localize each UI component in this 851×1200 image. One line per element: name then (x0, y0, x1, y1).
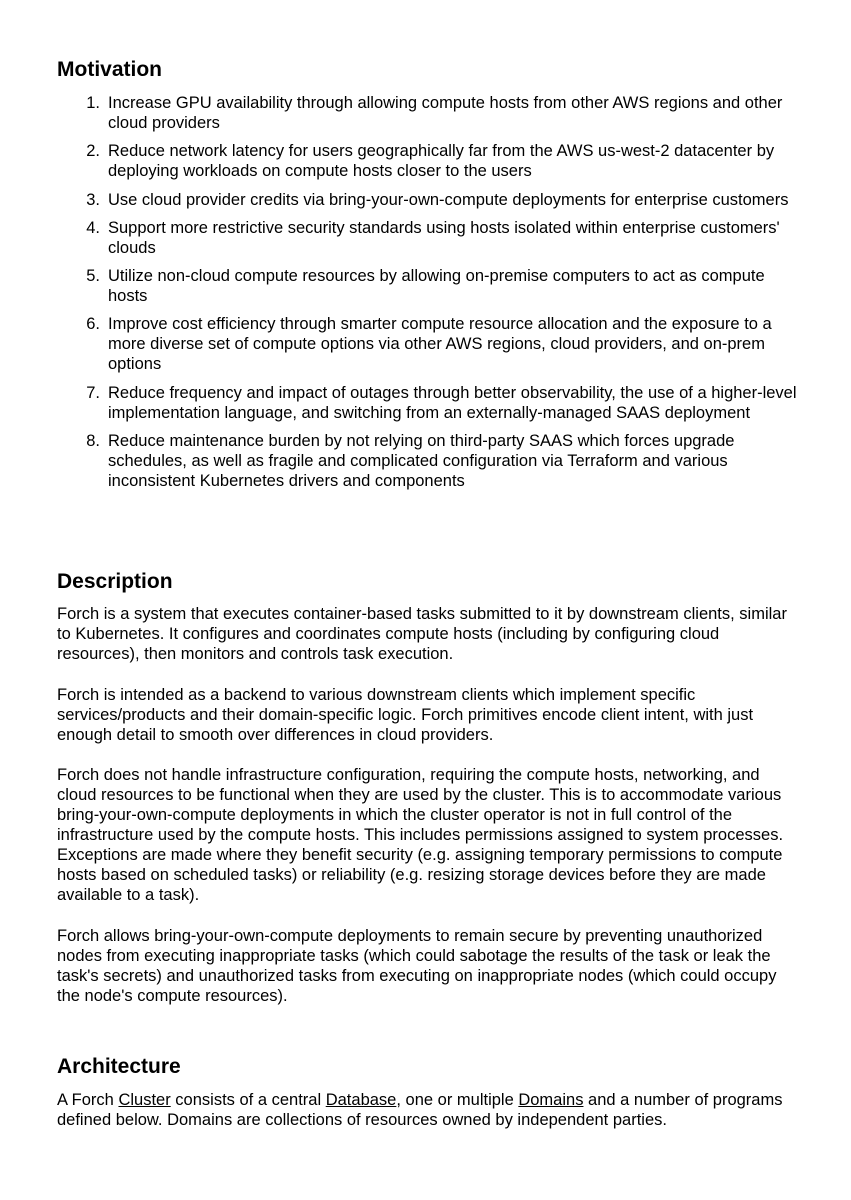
list-item (57, 141, 799, 181)
domains-link[interactable]: Domains (518, 1091, 584, 1109)
description-paragraph: Forch does not handle infrastructure configuration, requiring the compute hosts, networking, and cloud resources to be functional when they are used by the cluster. This is to accommodate various bring-your-own-compute deployments in which the cluster operator is not in full control of the infrastructure used by the compute hosts. This includes permissions assigned to system processes. Exceptions are made where they benefit security (e.g. assigning temporary permissions to compute hosts based on scheduled tasks) or reliability (e.g. resizing storage devices before they are made available to a task). (57, 766, 784, 904)
description-paragraph: Forch allows bring-your-own-compute deployments to remain secure by preventing unauthorized nodes from executing inappropriate tasks (which could sabotage the results of the task or leak the task's secrets) and unauthorized tasks from executing on inappropriate nodes (which could occupy the node's compute resources). (57, 927, 777, 1005)
list-item (57, 383, 799, 423)
list-item-text: Use cloud provider credits via bring-your-own-compute deployments for enterprise customers (108, 190, 789, 209)
list-item-text: Reduce maintenance burden by not relying on third-party SAAS which forces upgrade schedules, as well as fragile and complicated configuration via Terraform and various inconsistent Kubernetes drivers and components (108, 432, 735, 491)
list-item-text: Reduce frequency and impact of outages through better observability, the use of a higher-level implementation language, and switching from an externally-managed SAAS deployment (108, 383, 797, 422)
list-item-number: 3. (86, 190, 100, 209)
cluster-link[interactable]: Cluster (118, 1091, 171, 1109)
list-item (57, 93, 799, 133)
list-item-text: Improve cost efficiency through smarter compute resource allocation and the exposure to a more diverse set of compute options via other AWS regions, cloud providers, and on-prem options (108, 315, 772, 374)
architecture-heading: Architecture (57, 1055, 181, 1078)
intro-text: and a number of programs defined below. Domains are collections of resources owned by independent parties. (57, 1091, 783, 1129)
list-item-text: Utilize non-cloud compute resources by allowing on-premise computers to act as compute hosts (108, 267, 765, 306)
list-item (57, 266, 799, 306)
list-item-number: 6. (86, 315, 100, 334)
description-paragraph: Forch is a system that executes container-based tasks submitted to it by downstream clients, similar to Kubernetes. It configures and coordinates compute hosts (including by configuring cloud resources), then monitors and controls task execution. (57, 605, 787, 663)
motivation-list (57, 93, 799, 499)
list-item (57, 218, 799, 258)
motivation-heading: Motivation (57, 58, 162, 81)
list-item (57, 431, 799, 491)
intro-text: consists of a central (170, 1091, 326, 1109)
database-link[interactable]: Database (325, 1091, 397, 1109)
architecture-intro (57, 1090, 802, 1130)
list-item-number: 1. (86, 94, 100, 112)
description-heading: Description (57, 570, 173, 593)
list-item-text: Support more restrictive security standards using hosts isolated within enterprise customers' clouds (108, 218, 780, 257)
list-item-number: 5. (86, 267, 100, 286)
list-item (57, 314, 799, 374)
intro-text: A Forch (57, 1091, 119, 1109)
list-item-number: 2. (86, 142, 100, 161)
list-item-text: Increase GPU availability through allowing compute hosts from other AWS regions and other cloud providers (108, 94, 783, 132)
description-paragraph: Forch is intended as a backend to various downstream clients which implement specific services/products and their domain-specific logic. Forch primitives encode client intent, with just enough detail to smooth over differences in cloud providers. (57, 686, 754, 744)
list-item (57, 190, 799, 210)
list-item-number: 8. (86, 432, 100, 451)
list-item-number: 7. (86, 383, 100, 402)
list-item-number: 4. (86, 218, 100, 237)
list-item-text: Reduce network latency for users geographically far from the AWS us-west-2 datacenter by deploying workloads on compute hosts closer to the users (108, 142, 775, 181)
intro-text: , one or multiple (396, 1091, 519, 1109)
